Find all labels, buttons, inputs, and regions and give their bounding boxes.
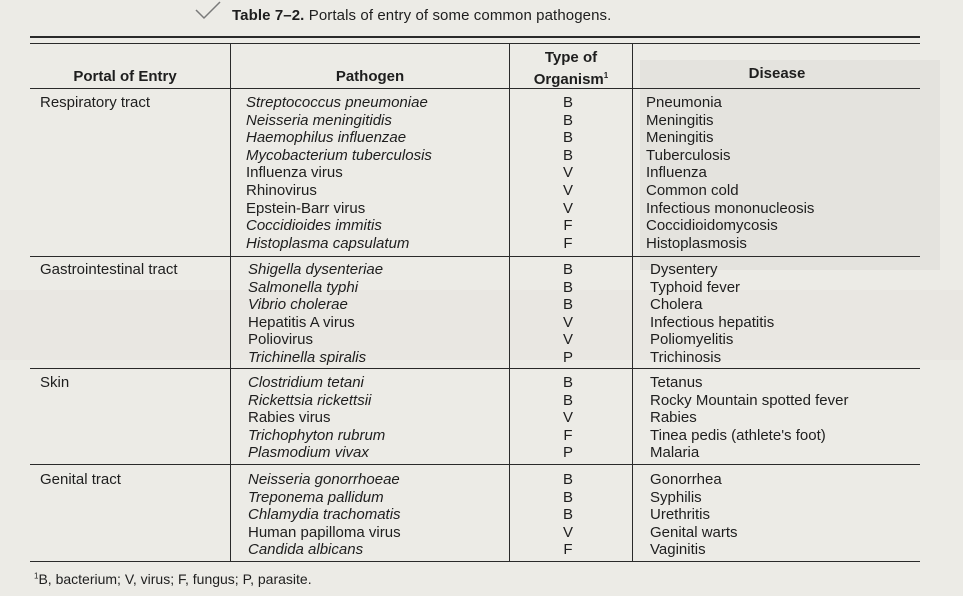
- pathogen-name: Rhinovirus: [246, 182, 317, 199]
- disease-name: Malaria: [650, 444, 700, 462]
- header-portal: Portal of Entry: [73, 68, 177, 85]
- portal-of-entry: Skin: [40, 374, 70, 391]
- pathogen-name: Streptococcus pneumoniae: [246, 94, 428, 111]
- organism-type: B: [562, 296, 573, 314]
- disease-name: Tetanus: [650, 374, 703, 391]
- group-divider: [30, 256, 920, 257]
- organism-type: B: [562, 146, 573, 164]
- disease-name: Infectious mononucleosis: [646, 199, 815, 217]
- disease-name: Urethritis: [650, 506, 711, 524]
- pathogen-name: Human papilloma virus: [248, 523, 401, 541]
- organism-type: V: [562, 164, 573, 182]
- disease-name: Vaginitis: [650, 541, 706, 559]
- portal-of-entry: Gastrointestinal tract: [40, 261, 178, 278]
- footnote: $^1$B, bacterium; V, virus; F, fungus; P, parasite.: [34, 571, 312, 587]
- pathogen-name: Coccidioides immitis: [246, 217, 382, 235]
- disease-name: Gonorrhea: [650, 471, 722, 488]
- header-pathogen: Pathogen: [335, 68, 405, 85]
- pathogen-name: Haemophilus influenzae: [246, 129, 407, 147]
- pathogen-name: Neisseria gonorrhoeae: [248, 471, 400, 488]
- disease-name: Influenza: [646, 164, 707, 182]
- disease-name: Pneumonia: [646, 94, 722, 111]
- bottom-rule: [30, 561, 920, 562]
- pathogen-name: Poliovirus: [248, 331, 314, 349]
- organism-type: F: [563, 234, 573, 252]
- organism-type: B: [562, 261, 573, 278]
- table-title-text: Portals of entry of some common pathogens.: [308, 7, 612, 24]
- header-type-line1: Type of: [544, 49, 598, 66]
- pathogen-name: Clostridium tetani: [248, 374, 364, 391]
- organism-type: B: [562, 391, 573, 409]
- disease-name: Tuberculosis: [646, 146, 731, 164]
- organism-type: V: [562, 199, 573, 217]
- pathogen-name: Treponema pallidum: [248, 488, 384, 506]
- pathogen-name: Influenza virus: [246, 164, 343, 182]
- pathogen-name: Vibrio cholerae: [248, 296, 348, 314]
- disease-name: Meningitis: [646, 111, 714, 129]
- disease-name: Infectious hepatitis: [650, 313, 775, 331]
- group-divider: [30, 464, 920, 465]
- pathogen-name: Chlamydia trachomatis: [248, 506, 401, 524]
- pathogen-name: Candida albicans: [248, 541, 364, 559]
- table-title: [232, 7, 611, 24]
- organism-type: B: [562, 506, 573, 524]
- organism-type: F: [563, 426, 573, 444]
- disease-name: Dysentery: [650, 261, 718, 278]
- pathogen-name: Shigella dysenteriae: [248, 261, 384, 278]
- disease-name: Typhoid fever: [650, 278, 741, 296]
- table-title-label: Table 7–2.: [232, 7, 305, 24]
- bleed-through-shade: [0, 290, 963, 360]
- header-disease: Disease: [748, 65, 806, 82]
- pathogen-name: Hepatitis A virus: [248, 313, 355, 331]
- organism-type: B: [562, 471, 573, 488]
- pathogen-name: Salmonella typhi: [248, 278, 359, 296]
- disease-name: Tinea pedis (athlete's foot): [650, 426, 826, 444]
- organism-type: V: [562, 313, 573, 331]
- organism-type: V: [562, 409, 573, 427]
- disease-name: Syphilis: [650, 488, 702, 506]
- column-divider: [230, 43, 231, 561]
- pathogen-name: Epstein-Barr virus: [246, 199, 366, 217]
- pathogen-name: Rabies virus: [248, 409, 331, 427]
- disease-name: Histoplasmosis: [646, 234, 747, 252]
- header-type-line2: Organism$^1$: [533, 71, 609, 88]
- pathogen-name: Trichophyton rubrum: [248, 426, 386, 444]
- organism-type: V: [562, 523, 573, 541]
- organism-type: B: [562, 94, 573, 111]
- pathogen-name: Mycobacterium tuberculosis: [246, 146, 432, 164]
- pathogen-name: Trichinella spiralis: [248, 349, 367, 366]
- pathogen-name: Histoplasma capsulatum: [246, 234, 410, 252]
- organism-type: V: [562, 182, 573, 199]
- organism-type: V: [562, 331, 573, 349]
- pathogen-name: Plasmodium vivax: [248, 444, 369, 462]
- group-divider: [30, 368, 920, 369]
- organism-type: B: [562, 374, 573, 391]
- disease-name: Rocky Mountain spotted fever: [650, 391, 849, 409]
- portal-of-entry: Respiratory tract: [40, 94, 151, 111]
- header-rule-bottom: [30, 88, 920, 89]
- disease-name: Trichinosis: [650, 349, 722, 366]
- header-rule-top: [30, 43, 920, 44]
- portal-of-entry: Genital tract: [40, 471, 121, 488]
- column-divider: [632, 43, 633, 561]
- disease-name: Coccidioidomycosis: [646, 217, 778, 235]
- organism-type: F: [563, 217, 573, 235]
- disease-name: Cholera: [650, 296, 703, 314]
- organism-type: B: [562, 111, 573, 129]
- organism-type: F: [563, 541, 573, 559]
- organism-type: P: [562, 444, 573, 462]
- top-rule: [30, 36, 920, 38]
- header-type: [511, 49, 631, 89]
- disease-name: Genital warts: [650, 523, 738, 541]
- disease-name: Meningitis: [646, 129, 714, 147]
- disease-name: Rabies: [650, 409, 697, 427]
- disease-name: Common cold: [646, 182, 739, 199]
- organism-type: P: [562, 349, 573, 366]
- organism-type: B: [562, 129, 573, 147]
- pathogen-name: Neisseria meningitidis: [246, 111, 392, 129]
- disease-name: Poliomyelitis: [650, 331, 734, 349]
- organism-type: B: [562, 488, 573, 506]
- organism-type: B: [562, 278, 573, 296]
- pathogen-name: Rickettsia rickettsii: [248, 391, 372, 409]
- column-divider: [509, 43, 510, 561]
